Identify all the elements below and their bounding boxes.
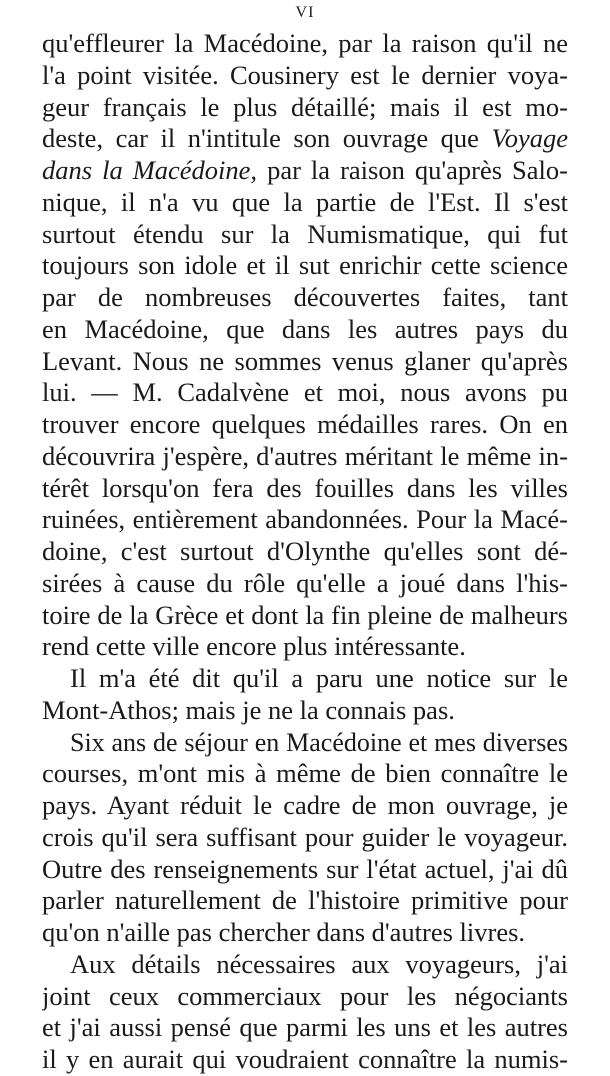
text-line: nique, il n'a vu que la partie de l'Est. Il s'est xyxy=(42,186,568,217)
text-line: térêt lorsqu'on fera des fouilles dans les villes xyxy=(42,472,568,503)
text-line xyxy=(42,123,568,155)
text-line: en Macédoine, que dans les autres pays du xyxy=(42,313,568,344)
text-line: qu'on n'aille pas chercher dans d'autres livres. xyxy=(42,917,526,947)
text-line: toujours son idole et il sut enrichir cette science xyxy=(42,250,568,281)
text-line: ruinées, entièrement abandonnées. Pour la Macé- xyxy=(42,504,568,535)
text-run: deste, car il n'intitule son ouvrage que xyxy=(42,123,492,154)
text-line: l'a point visitée. Cousinery est le dernier voya- xyxy=(42,59,568,90)
text-line: geur français le plus détaillé; mais il est mo- xyxy=(42,91,568,122)
text-line: découvrira j'espère, d'autres méritant le même in- xyxy=(42,440,568,471)
text-line: pays. Ayant réduit le cadre de mon ouvrage, je xyxy=(42,790,568,820)
text-line: Il m'a été dit qu'il a paru une notice sur le xyxy=(70,663,568,693)
text-line: qu'effleurer la Macédoine, par la raison qu'il ne xyxy=(42,28,568,58)
text-line: trouver encore quelques médailles rares. On en xyxy=(42,409,568,439)
text-line: lui. — M. Cadalvène et moi, nous avons pu xyxy=(42,377,568,408)
text-line: et j'ai aussi pensé que parmi les uns et les autres xyxy=(42,1012,568,1043)
text-line: surtout étendu sur la Numismatique, qui fut xyxy=(42,218,568,249)
text-line: crois qu'il sera suffisant pour guider le voyageur. xyxy=(42,821,568,852)
text-line: par de nombreuses découvertes faites, tant xyxy=(42,282,568,312)
page-number: VI xyxy=(295,4,315,21)
text-line: Aux détails nécessaires aux voyageurs, j'ai xyxy=(70,948,568,979)
text-line: il y en aurait qui voudraient connaître la numis- xyxy=(42,1044,568,1074)
text-line: parler naturellement de l'histoire primitive pour xyxy=(42,885,568,916)
text-line: rend cette ville encore plus intéressante. xyxy=(42,631,466,662)
text-line: joint ceux commerciaux pour les négociants xyxy=(42,980,568,1011)
text-line: Outre des renseignements sur l'état actuel, j'ai dû xyxy=(42,853,568,884)
text-line xyxy=(42,155,568,187)
body-text xyxy=(42,28,568,1076)
text-line: sirées à cause du rôle qu'elle a joué dans l'his- xyxy=(42,567,568,598)
text-line: Levant. Nous ne sommes venus glaner qu'après xyxy=(42,345,568,376)
text-line: Six ans de séjour en Macédoine et mes diverses xyxy=(70,727,568,757)
text-run: par la raison qu'après Salo- xyxy=(257,155,568,185)
book-title-italic: Voyage xyxy=(491,123,568,154)
text-line: doine, c'est surtout d'Olynthe qu'elles sont dé- xyxy=(42,536,568,566)
book-title-italic: dans la Macédoine, xyxy=(42,155,258,185)
text-line: Mont-Athos; mais je ne la connais pas. xyxy=(42,694,455,725)
text-line: toire de la Grèce et dont la fin pleine de malheurs xyxy=(42,599,568,630)
text-line: courses, m'ont mis à même de bien connaître le xyxy=(42,758,568,789)
